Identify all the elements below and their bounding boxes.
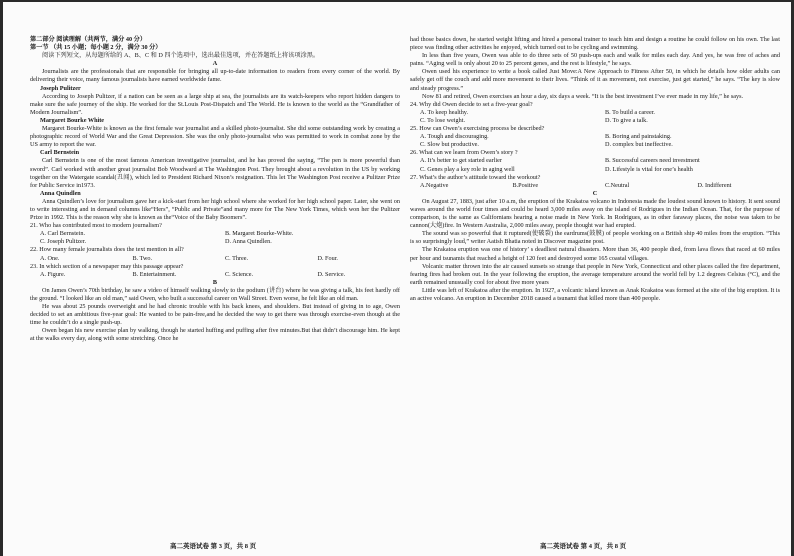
quindlen-heading: Anna Quindlen <box>40 189 81 197</box>
passage-c-paragraph: On August 27, 1883, just after 10 a.m, the eruption of the Krakatoa volcano in Indonesia made the loudest sound known to history. It sent sound waves around the world four times and could be heard 3,000 miles away on the island of Rodrigues in the Indian Ocean. That, for the purpose of comparison, is the same as Californians hearing a noise made in New York. In Rodrigues, as in other faraway places, the noise was taken to be cannon(大炮)fire. In Western Australia, 2,000 miles away, people thought war had erupted. <box>410 197 780 230</box>
option: A. One. <box>40 254 60 262</box>
option: D. Service. <box>317 270 346 278</box>
option: D. Four. <box>317 254 338 262</box>
question-22-options <box>30 255 400 263</box>
question-24: 24. Why did Owen decide to set a five-year goal? <box>410 100 533 108</box>
question-24-options <box>410 109 780 117</box>
question-22: 22. How many female journalists does the text mention in all? <box>30 246 184 254</box>
pulitzer-paragraph: According to Joseph Pulitzer, if a nation can be seen as a large ship at sea, the journalists are its watch-keepers who report hidden dangers to make sure the safe journey of the ship. He worked for the St.Louis Post-Dispatch and The World. He is known to the world as the “Grandfather of Modern Journalism”. <box>30 92 400 116</box>
passage-b-label: B <box>212 278 218 286</box>
quindlen-paragraph: Anna Quindlen’s love for journalism gave her a kick-start from her high school where she worked for her high school paper. Later, she went on to write interesting and in demand columns like“Hers”, “Public and Private”and many more for The New York Times, which won her the Pulitzer Prize in 1992. This is the reason why she is known as the“Voice of the Baby Boomers”. <box>30 197 400 222</box>
option: A. Tough and discouraging. <box>420 133 489 141</box>
passage-b-paragraph: On James Owen’s 70th birthday, he saw a video of himself walking slowly to the podium (讲台) where he was giving a talk, his feet hardly off the ground. “I looked like an old man,” said Owen, who built a successful career on Wall Street. Even worse, he felt like an old man. <box>30 286 400 302</box>
bourke-paragraph: Margaret Bourke-White is known as the first female war journalist and a skilled photo-journalist. She did some outstanding work by creating a photographic record of World War and the Great Depression. She was the only photo-journalist who was permitted to work in combat zone by the US army to report the war. <box>30 125 400 149</box>
left-edge <box>0 0 3 556</box>
question-26-options <box>410 157 780 165</box>
option: B. Entertainment. <box>132 270 177 278</box>
question-26: 26. What can we learn from Owen’s story ? <box>410 149 518 157</box>
passage-b-paragraph: He was about 25 pounds overweight and he had chronic trouble with his back knees, and shoulders. But instead of giving in to age, Owen decided to set an ambitious five-year goal: He wanted to be pain-free,and he decided the way to get there was through exercise-even though at the time he couldn’t do a single push-up. <box>30 303 400 327</box>
option: C.Neutral <box>605 181 630 189</box>
passage-c-paragraph: Volcanic matter thrown into the air caused sunsets so strange that people in New York, Connecticut and other places called the fire department, fearing fires had broken out. In the year following the eruption, the average temperature around the world fell by 1.2 degrees Celsius (°C), and the earth remained unusually cool for about five more years <box>410 262 780 286</box>
question-25: 25. How can Owen’s exercising process be described? <box>410 125 545 133</box>
question-25-options <box>410 141 780 149</box>
option: A.Negative <box>420 181 449 189</box>
option: C. Three. <box>225 254 249 262</box>
passage-a-label: A <box>212 60 218 68</box>
question-27: 27. What’s the author’s attitude toward the workout? <box>410 173 541 181</box>
section-heading: 第一节 （共 15 小题；每小题 2 分，满分 30 分） <box>30 44 162 52</box>
passage-c-paragraph: The sound was so powerful that it ruptured(使破裂) the eardrums(鼓膜) of people working on a British ship 40 miles from the eruption. “This is so surprisingly loud,” writer Aatish Bhatia noted in Discover magazine post. <box>410 230 780 246</box>
passage-c-label: C <box>592 189 598 197</box>
question-21: 21. Who has contributed most to modern journalism? <box>30 222 162 230</box>
option: D. Anna Quindlen. <box>225 238 272 246</box>
page-footer-right: 高二英语试卷 第 4 页，共 8 页 <box>540 543 627 550</box>
part-heading: 第二部分 阅读理解（共两节，满分 40 分） <box>30 36 147 43</box>
option: C. To lose weight. <box>420 116 465 124</box>
option: B. Margaret Bourke-White. <box>225 230 294 238</box>
option: C. Science. <box>225 270 254 278</box>
option: A. It’s better to get started earlier <box>420 157 502 165</box>
instructions: 阅读下列短文，从每题所给的 A、B、C 和 D 四个选项中，选出最佳选项，并在答题纸上将该项涂黑。 <box>42 52 320 60</box>
left-column <box>30 36 400 344</box>
option: B. Successful careers need investment <box>605 157 700 165</box>
option: B. Two. <box>132 254 153 262</box>
right-column <box>410 36 780 303</box>
passage-c-paragraph: Little was left of Krakatoa after the eruption. In 1927, a volcanic island known as Anak Krakatoa was formed at the site of the big eruption. It is an active volcano. An eruption in December 2018 caused a tsunami that killed more than 400 people. <box>410 286 780 302</box>
question-23-options <box>30 271 400 279</box>
option: C. Genes play a key role in aging well <box>420 165 515 173</box>
bernstein-heading: Carl Bernstein <box>40 149 80 157</box>
bourke-heading: Margaret Bourke White <box>40 116 105 124</box>
option: D. Indifferent <box>697 181 732 189</box>
option: A. Figure. <box>40 270 66 278</box>
question-24-options <box>410 117 780 125</box>
passage-b-paragraph: In less than five years, Owen was able to do three sets of 50 push-ups each and walk for miles each day. And yes, he was free of aches and pains. “Aging well is only about 20 to 25 percent genes, and the rest is lifestyle,” he says. <box>410 52 780 68</box>
question-27-options <box>410 182 780 190</box>
option: B. To build a career. <box>605 108 655 116</box>
question-21-options <box>30 230 400 238</box>
option: D. To give a talk. <box>605 116 648 124</box>
passage-b-paragraph: Owen began his new exercise plan by walking, though he started huffing and puffing after five minutes.But that didn’t discourage him. He kept at the walks every day, along with some stretching. Once he <box>30 327 400 343</box>
option: C. Joseph Pulitzer. <box>40 238 87 246</box>
question-26-options <box>410 166 780 174</box>
passage-b-paragraph: Now 81 and retired, Owen exercises an hour a day, six days a week. “It is the best investment I’ve ever made in my life,” he says. <box>422 92 744 100</box>
option: D. Lifestyle is vital for one’s health <box>605 165 693 173</box>
pulitzer-heading: Joseph Pulitzer <box>40 84 81 92</box>
question-21-options <box>30 238 400 246</box>
option: D. complex but ineffective. <box>605 141 673 149</box>
option: B.Positive <box>512 181 539 189</box>
option: A. Carl Bernstein. <box>40 230 86 238</box>
passage-a-intro: Journalists are the professionals that are responsible for bringing all up-to-date information to readers from every corner of the world. By delivering their voice, many famous journalists have earned worldwide fame. <box>30 68 400 84</box>
question-25-options <box>410 133 780 141</box>
option: B. Boring and painstaking. <box>605 133 672 141</box>
bernstein-paragraph: Carl Bernstein is one of the most famous American investigative journalist, and he has proved the saying, “The pen is more powerful than sword”. Carl worked with another great journalist Bob Woodward at The Washington Post. They brought about a revolution in the US by working together on the Watergate scandal(丑闻), which led to President Richard Nixon’s resignation. This let The Washington Post receive a Pulitzer Prize for Public Service in1973. <box>30 157 400 189</box>
option: C. Slow but productive. <box>420 141 479 149</box>
passage-c-paragraph: The Krakatoa eruption was one of history’ s deadliest natural disasters. More than 36, 400 people died, from lava flows that raced at 60 miles per hour and tsunamis that reached a height of 120 feet and destroyed some 165 coastal villages. <box>410 246 780 262</box>
passage-b-paragraph: Owen used his experience to write a book called Just Move:A New Approach to Fitness After 50, in which he details how older adults can safely get off the couch and add more movement to their lives. “Think of it as movement, not exercise, just get started,” he says. “The key is slow and steady progress.” <box>410 68 780 92</box>
question-23: 23. In which section of a newspaper may this passage appear? <box>30 262 184 270</box>
option: A. To keep healthy. <box>420 108 469 116</box>
top-edge <box>0 0 794 2</box>
page-footer-left: 高二英语试卷 第 3 页，共 8 页 <box>170 543 257 550</box>
passage-b-paragraph: had those basics down, he started weight lifting and hired a personal trainer to teach him and design a routine he could follow on his own. The last piece was finding other activities he enjoyed, which turned out to be cycling and swimming. <box>410 36 780 52</box>
